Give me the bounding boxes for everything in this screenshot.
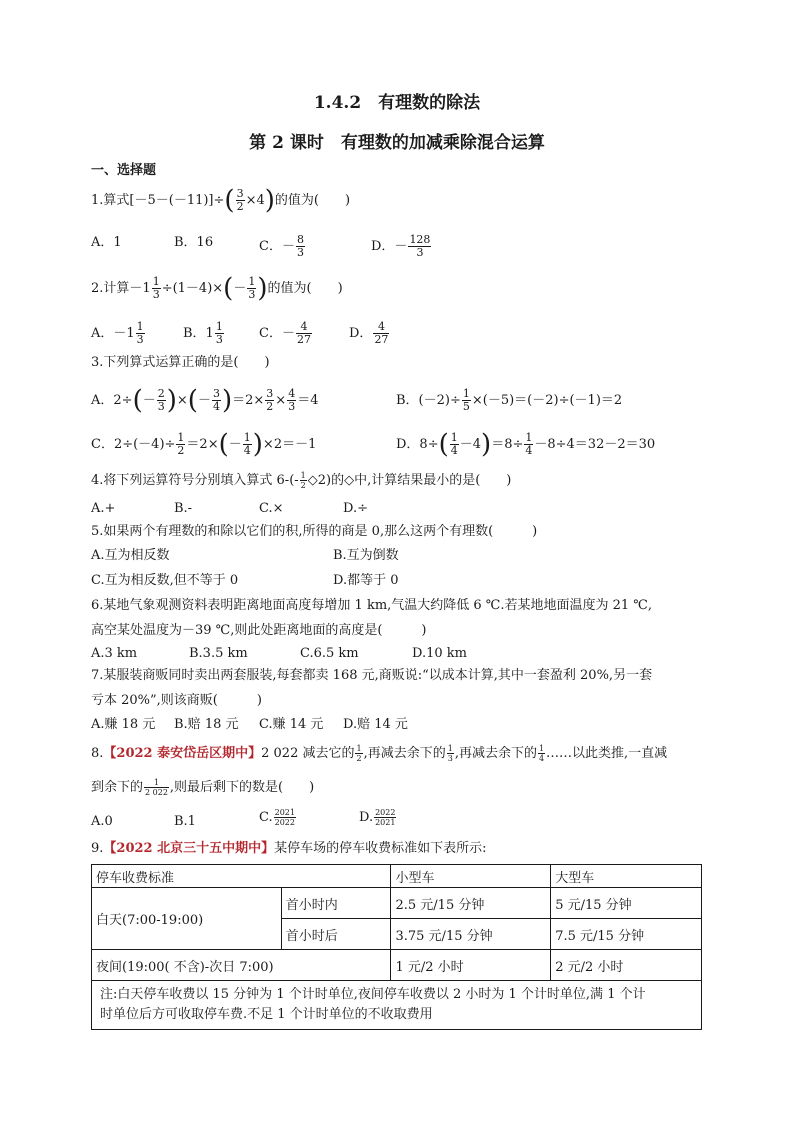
question-6-line-2: 高空某处温度为－39 ℃,则此处距离地面的高度是( ) [91,623,427,638]
q7-option-b: B.赔 18 元 [174,717,239,732]
q2-fraction-2: $\frac{1}{3}$ [248,275,256,301]
night-small: 1 元/2 小时 [391,950,551,981]
question-6-line-1: 6.某地气象观测资料表明距离地面高度每增加 1 km,气温大约降低 6 ℃.若某地地面温度为 21 ℃, [91,598,652,613]
parking-fee-table [91,864,702,1030]
q8-option-a: A.0 [91,814,113,829]
question-2-stem: 2.计算－1 $\frac{1}{3}$ ÷(1－4)×(－ $\frac{1}{3}$ )的值为( ) [91,273,343,304]
table-note: 注:白天停车收费以 15 分钟为 1 个计时单位,夜间停车收费以 2 小时为 1 个计时单位,满 1 个计 时单位后方可收取停车费.不足 1 个计时单位的不收取费用 [92,981,702,1030]
table-row [92,950,702,981]
q5-option-c: C.互为相反数,但不等于 0 [91,573,239,588]
table-header-row [92,865,702,888]
q8-option-d: D. $\frac{2022}{2021}$ [359,808,396,827]
q8-option-c: C. $\frac{2021}{2022}$ [259,808,295,827]
q6-option-b: B.3.5 km [189,646,248,661]
q4-option-b: B.- [174,501,193,516]
first-hour-large: 5 元/15 分钟 [551,888,702,919]
q1-option-b: B．16 [174,235,214,250]
q1-lparen: ( [224,185,235,216]
q4-option-d: D.÷ [343,501,368,516]
header-large-car: 大型车 [551,865,702,888]
q2-option-c: C．－ $\frac{4}{27}$ [259,320,311,346]
q5-option-b: B.互为倒数 [333,548,399,563]
first-hour-small: 2.5 元/15 分钟 [391,888,551,919]
q2-option-a: A．－1 $\frac{1}{3}$ [91,320,144,346]
q7-option-a: A.赚 18 元 [91,717,156,732]
question-8-line-2: 到余下的 $\frac{1}{2 022}$ ,则最后剩下的数是( ) [91,778,315,797]
table-row [92,888,702,919]
question-9-stem: 9.【2022 北京三十五中期中】某停车场的停车收费标准如下表所示: [91,841,487,856]
q1-option-c-fraction: $\frac{8}{3}$ [296,233,304,259]
night-large: 2 元/2 小时 [551,950,702,981]
q7-option-c: C.赚 14 元 [259,717,324,732]
question-1-stem [91,185,351,216]
q2-fraction-1: $\frac{1}{3}$ [152,275,160,301]
question-5-stem: 5.如果两个有理数的和除以它们的积,所得的商是 0,那么这两个有理数( ) [91,524,538,539]
q1-rparen: ) [264,185,275,216]
after-first-hour-large: 7.5 元/15 分钟 [551,919,702,950]
q6-option-c: C.6.5 km [300,646,359,661]
q5-option-a: A.互为相反数 [91,548,170,563]
question-7-line-1: 7.某服装商贩同时卖出两套服装,每套都卖 168 元,商贩说:“以成本计算,其中一套盈利 20%,另一套 [91,668,653,683]
q9-source-tag: 【2022 北京三十五中期中】 [103,841,275,856]
section-heading: 一、选择题 [91,163,157,178]
q1-text-c: 的值为( ) [274,193,351,208]
page-subtitle: 第 2 课时 有理数的加减乘除混合运算 [249,133,545,153]
q2-option-b: B．1 $\frac{1}{3}$ [183,320,223,346]
first-hour-label: 首小时内 [281,888,391,919]
q1-option-d-fraction: $\frac{128}{3}$ [409,233,431,259]
daytime-label: 白天(7:00-19:00) [92,888,282,950]
q1-option-d: D．－ $\frac{128}{3}$ [371,233,431,259]
q6-option-a: A.3 km [91,646,138,661]
header-standard: 停车收费标准 [92,865,391,888]
q1-text-a: 1.算式[－5－(－11)]÷ [91,193,225,208]
q6-option-d: D.10 km [412,646,467,661]
q7-option-d: D.赔 14 元 [343,717,408,732]
q3-option-d: D．8÷( $\frac{1}{4}$ －4)＝8÷ $\frac{1}{4}$ －8÷4＝32－2＝30 [396,429,656,460]
question-8-line-1: 8.【2022 泰安岱岳区期中】2 022 减去它的 $\frac{1}{2}$ ,再减去余下的 $\frac{1}{3}$ ,再减去余下的 $\frac{1}{4}$ ……以此类推,一直减 [91,744,668,763]
after-first-hour-small: 3.75 元/15 分钟 [391,919,551,950]
header-small-car: 小型车 [391,865,551,888]
q4-option-a: A.+ [91,501,116,516]
page-title: 1.4.2 有理数的除法 [313,93,481,113]
question-4-stem: 4.将下列运算符号分别填入算式 6-(- $\frac{1}{2}$ ◇2)的◇中,计算结果最小的是( ) [91,471,512,490]
q1-text-b: ×4 [245,193,265,208]
q8-source-tag: 【2022 泰安岱岳区期中】 [103,746,262,761]
q3-option-a: A．2÷(－ $\frac{2}{3}$ )×(－ $\frac{3}{4}$ )＝2× $\frac{3}{2}$ × $\frac{4}{3}$ ＝4 [91,385,319,416]
q1-option-a: A．1 [91,235,122,250]
table-note-row [92,981,702,1030]
q5-option-d: D.都等于 0 [333,573,399,588]
q2-option-d: D． $\frac{4}{27}$ [349,320,389,346]
question-7-line-2: 亏本 20%”,则该商贩( ) [91,693,262,708]
q3-option-b: B．(－2)÷ $\frac{1}{5}$ ×(－5)＝(－2)÷(－1)＝2 [396,387,623,413]
q3-option-c: C．2÷(－4)÷ $\frac{1}{2}$ ＝2×(－ $\frac{1}{4}$ )×2＝－1 [91,429,317,460]
q1-fraction: $\frac{3}{2}$ [236,187,244,213]
q4-option-c: C.× [259,501,284,516]
q8-option-b: B.1 [174,814,196,829]
night-label: 夜间(19:00( 不含)-次日 7:00) [92,950,391,981]
question-3-stem: 3.下列算式运算正确的是( ) [91,355,270,370]
after-first-hour-label: 首小时后 [281,919,391,950]
q1-option-c: C．－ $\frac{8}{3}$ [259,233,304,259]
